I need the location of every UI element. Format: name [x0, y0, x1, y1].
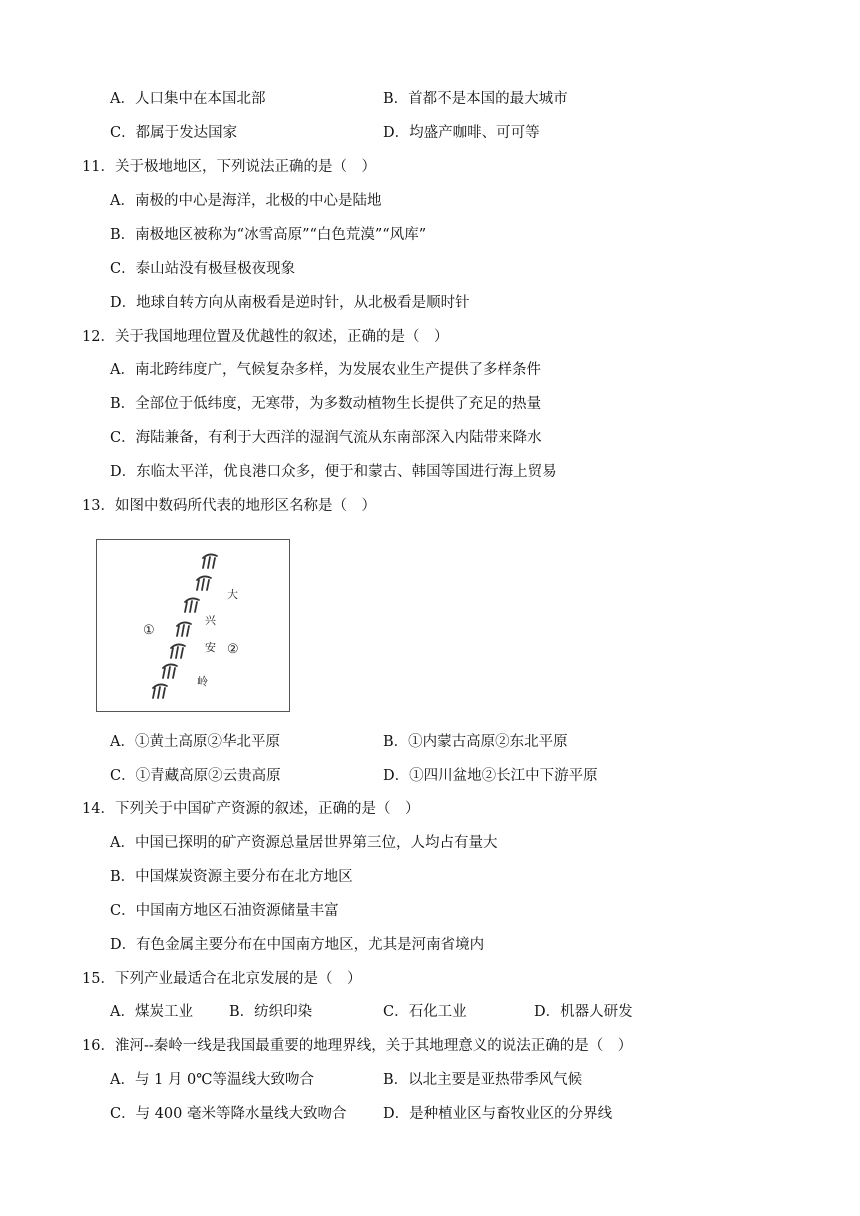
- q10-option-a: A．人口集中在本国北部: [110, 91, 266, 107]
- q15-option-c: C．石化工业: [383, 1004, 467, 1020]
- q16-option-c: C．与 400 毫米等降水量线大致吻合: [110, 1106, 347, 1122]
- q12-stem: 12．关于我国地理位置及优越性的叙述，正确的是（ ）: [82, 329, 449, 345]
- q16-option-a: A．与 1 月 0℃等温线大致吻合: [110, 1072, 314, 1088]
- q10-option-d: D．均盛产咖啡、可可等: [383, 125, 540, 141]
- q16-stem: 16．淮河--秦岭一线是我国最重要的地理界线，关于其地理意义的说法正确的是（ ）: [82, 1038, 633, 1054]
- q14-option-b: B．中国煤炭资源主要分布在北方地区: [110, 869, 353, 885]
- q12-option-a: A．南北跨纬度广，气候复杂多样，为发展农业生产提供了多样条件: [110, 362, 541, 378]
- terrain-map: [96, 539, 290, 712]
- q12-option-b: B．全部位于低纬度，无寒带，为多数动植物生长提供了充足的热量: [110, 396, 542, 412]
- q11-stem: 11．关于极地地区，下列说法正确的是（ ）: [82, 159, 376, 175]
- map-label-xing: 兴: [205, 614, 216, 627]
- q12-option-d: D．东临太平洋，优良港口众多，便于和蒙古、韩国等国进行海上贸易: [110, 464, 557, 480]
- q11-option-b: B．南极地区被称为“冰雪高原”“白色荒漠”“风库”: [110, 227, 427, 243]
- q10-option-c: C．都属于发达国家: [110, 125, 238, 141]
- q11-option-d: D．地球自转方向从南极看是逆时针，从北极看是顺时针: [110, 295, 470, 311]
- q13-option-c: C．①青藏高原②云贵高原: [110, 768, 281, 784]
- q15-stem: 15．下列产业最适合在北京发展的是（ ）: [82, 971, 362, 987]
- q14-stem: 14．下列关于中国矿产资源的叙述，正确的是（ ）: [82, 801, 420, 817]
- q11-option-a: A．南极的中心是海洋，北极的中心是陆地: [110, 193, 382, 209]
- q15-option-a: A．煤炭工业: [110, 1004, 193, 1020]
- q15-option-b: B．纺织印染: [229, 1004, 313, 1020]
- q10-option-b: B．首都不是本国的最大城市: [383, 91, 568, 107]
- q14-option-c: C．中国南方地区石油资源储量丰富: [110, 903, 339, 919]
- map-label-an: 安: [205, 641, 216, 654]
- q12-option-c: C．海陆兼备，有利于大西洋的湿润气流从东南部深入内陆带来降水: [110, 430, 542, 446]
- q16-option-b: B．以北主要是亚热带季风气候: [383, 1072, 583, 1088]
- map-label-one: ①: [143, 623, 155, 638]
- map-label-ling: 岭: [197, 675, 208, 688]
- q13-option-b: B．①内蒙古高原②东北平原: [383, 734, 568, 750]
- q13-option-a: A．①黄土高原②华北平原: [110, 734, 280, 750]
- q13-option-d: D．①四川盆地②长江中下游平原: [383, 768, 598, 784]
- q13-stem: 13．如图中数码所代表的地形区名称是（ ）: [82, 498, 376, 514]
- mountain-range-symbols: [97, 540, 291, 713]
- q11-option-c: C．泰山站没有极昼极夜现象: [110, 261, 296, 277]
- q14-option-a: A．中国已探明的矿产资源总量居世界第三位，人均占有量大: [110, 835, 498, 851]
- map-label-two: ②: [227, 642, 239, 657]
- map-label-da: 大: [227, 588, 238, 601]
- q15-option-d: D．机器人研发: [534, 1004, 633, 1020]
- q16-option-d: D．是种植业区与畜牧业区的分界线: [383, 1106, 613, 1122]
- q14-option-d: D．有色金属主要分布在中国南方地区，尤其是河南省境内: [110, 937, 485, 953]
